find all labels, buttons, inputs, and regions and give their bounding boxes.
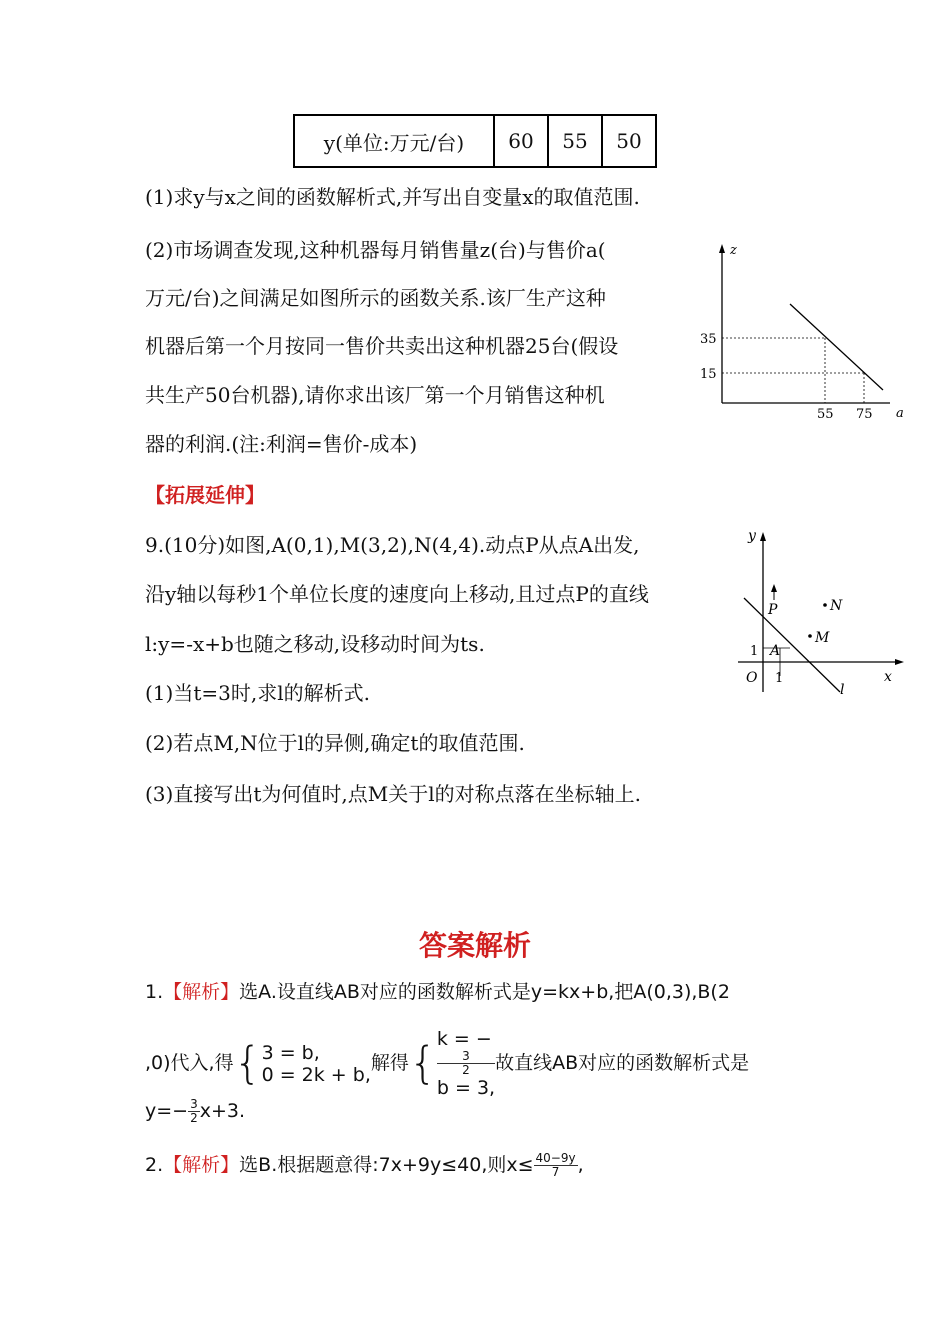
- q9-line: (3)直接写出t为何值时,点M关于l的对称点落在坐标轴上.: [145, 782, 641, 806]
- tick-35: 35: [700, 332, 717, 347]
- q8-part2-line: 器的利润.(注:利润=售价-成本): [145, 432, 418, 456]
- tick-55: 55: [817, 407, 834, 422]
- sales-price-graph: [700, 238, 920, 423]
- q9-line: (1)当t=3时,求l的解析式.: [145, 681, 370, 705]
- tick-15: 15: [700, 367, 717, 382]
- section-header: 【拓展延伸】: [145, 483, 265, 507]
- answer-1-line1: [145, 978, 730, 1006]
- line-l-label: l: [840, 682, 845, 698]
- answer-text: 选B.根据题意得:7x+9y≤40,则x≤: [239, 1154, 534, 1176]
- coordinate-graph: [730, 522, 910, 702]
- answer-1-line2: [145, 1028, 749, 1099]
- equation-system-2: [437, 1028, 495, 1099]
- x-one-label: 1: [775, 671, 784, 686]
- q8-part2-line: (2)市场调查发现,这种机器每月销售量z(台)与售价a(: [145, 238, 606, 262]
- equation: k = − 3 2: [437, 1028, 495, 1077]
- q8-part2-line: 万元/台)之间满足如图所示的函数关系.该厂生产这种: [145, 286, 606, 310]
- y-axis-arrow: [760, 532, 766, 541]
- tick-75: 75: [856, 407, 873, 422]
- answer-text: y=−: [145, 1100, 189, 1122]
- fraction: $\frac{3}{2}$: [190, 1097, 198, 1125]
- answer-title: 答案解析: [418, 929, 531, 962]
- q9-line: (2)若点M,N位于l的异侧,确定t的取值范围.: [145, 731, 525, 755]
- origin-label: O: [746, 670, 758, 686]
- fraction: 3 2: [437, 1050, 495, 1077]
- point-N-label: N: [830, 598, 843, 614]
- equation: 3 = b,: [261, 1041, 320, 1064]
- point-P-label: P: [768, 602, 778, 618]
- answer-text: ,: [577, 1154, 584, 1176]
- q8-part2-line: 共生产50台机器),请你求出该厂第一个月销售这种机: [145, 383, 605, 407]
- fraction: $\frac{40-9y}{7}$: [535, 1151, 576, 1179]
- z-label: z: [730, 243, 737, 258]
- p-arrow-head: [771, 584, 777, 592]
- demand-line: [790, 304, 883, 390]
- analysis-tag: 【解析】: [163, 1154, 240, 1176]
- point-N: [823, 603, 827, 607]
- point-A-label: A: [770, 643, 781, 659]
- table-cell: 50: [602, 115, 656, 167]
- answer-number: 2.: [145, 1154, 164, 1176]
- answer-text: 解得: [370, 1052, 409, 1074]
- q9-line: 沿y轴以每秒1个单位长度的速度向上移动,且过点P的直线: [145, 582, 649, 606]
- table-cell: 55: [548, 115, 602, 167]
- analysis-tag: 【解析】: [163, 981, 240, 1003]
- answer-2: [145, 1150, 584, 1179]
- x-label: x: [884, 669, 892, 685]
- answer-text: x+3.: [199, 1100, 246, 1122]
- answer-text: 选A.设直线AB对应的函数解析式是y=kx+b,把A(0,3),B(2: [239, 981, 730, 1003]
- y-label: y: [748, 528, 756, 544]
- point-M: [808, 634, 812, 638]
- answer-text: 故直线AB对应的函数解析式是: [495, 1052, 750, 1074]
- table-header-cell: y(单位:万元/台): [294, 115, 494, 167]
- q9-line: l:y=-x+b也随之移动,设移动时间为ts.: [145, 632, 485, 656]
- answer-number: 1.: [145, 981, 164, 1003]
- q8-part2-line: 机器后第一个月按同一售价共卖出这种机器25台(假设: [145, 334, 619, 358]
- brace-icon: {: [408, 1037, 437, 1089]
- equation: 0 = 2k + b,: [261, 1063, 371, 1086]
- answer-1-line3: [145, 1098, 245, 1125]
- x-axis-arrow: [895, 659, 904, 665]
- answer-text: ,0)代入,得: [145, 1052, 234, 1074]
- brace-icon: {: [233, 1037, 262, 1089]
- z-axis-arrow: [719, 244, 725, 253]
- price-table: [293, 114, 657, 168]
- equation-system-1: [262, 1042, 371, 1086]
- a-label: a: [896, 406, 904, 421]
- y-one-label: 1: [750, 644, 759, 659]
- q9-line: 9.(10分)如图,A(0,1),M(3,2),N(4,4).动点P从点A出发,: [145, 533, 640, 557]
- point-M-label: M: [815, 630, 830, 646]
- equation: b = 3,: [436, 1077, 496, 1099]
- table-cell: 60: [494, 115, 548, 167]
- q8-part1: (1)求y与x之间的函数解析式,并写出自变量x的取值范围.: [145, 185, 640, 209]
